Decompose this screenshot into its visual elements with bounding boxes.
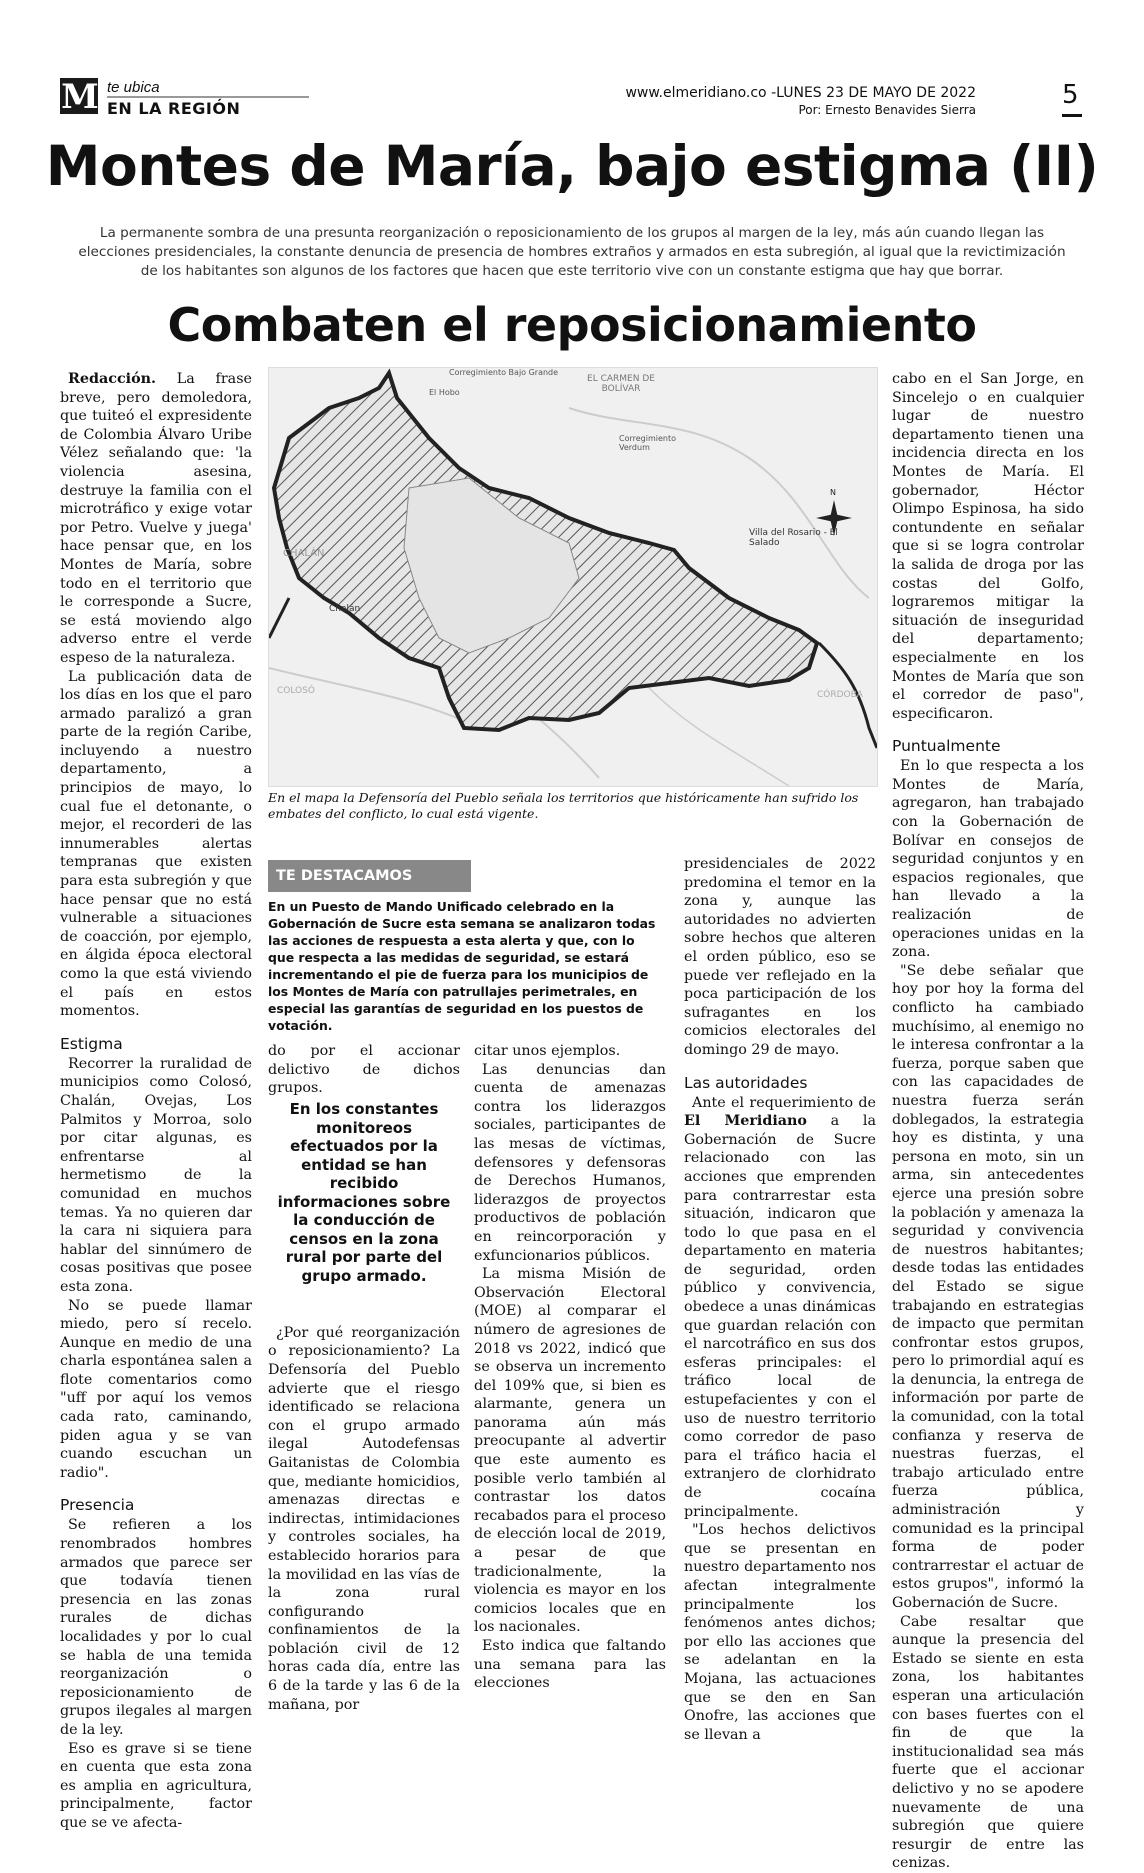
section-kicker: te ubica [107,79,160,96]
newspaper-name: El Meridiano [684,1113,807,1130]
map-caption: En el mapa la Defensoría del Pueblo señala los territorios que históricamente han sufrido los embates del conflicto, lo cual está vigente. [268,790,859,821]
page-number-rule [1062,114,1082,117]
column-3 [474,1042,666,1693]
paragraph: Las denuncias dan cuenta de amenazas contra los liderazgos sociales, participantes de las mesas de víctimas, defensores y defensoras de Derechos Humanos, liderazgos de proyectos productivos de población en reincorporación y exfuncionarios públicos. [474,1061,666,1264]
map-label: Chalán [329,604,361,614]
highlight-label: TE DESTACAMOS [268,860,471,892]
text-run: a la Gobernación de Sucre relacionado con las acciones que emprenden para contrarrestar esta situación, indicaron que todo lo que pasa en el departamento en materia de seguridad, orden público y convivencia, obedece a unas dinámicas que guardan relación con el narcotráfico en sus dos esferas principales: el tráfico local de estupefacientes y con el uso de nuestro territorio como corredor de paso para el tráfico hacia el extranjero de clorhidrato de cocaína principalmente. [684,1113,876,1520]
page-number: 5 [1062,80,1079,110]
section-heading-estigma: Estigma [60,1034,123,1053]
paragraph: citar unos ejemplos. [474,1043,621,1059]
dateline: www.elmeridiano.co -LUNES 23 DE MAYO DE 2022 [625,85,976,101]
map-label: El Hobo [429,388,460,397]
map-label: Villa del Rosario - El Salado [749,528,838,548]
header-rule [107,96,309,98]
section-heading-autoridades: Las autoridades [684,1073,808,1092]
paragraph: ¿Por qué reorganización o reposicionamiento? La Defensoría del Pueblo advierte que el riesgo identificado se relaciona con el grupo armado ilegal Autodefensas Gaitanistas de Colombia que, mediante homicidios, amenazas directas e indirectas, intimidaciones y controles sociales, ha establecido horarios para la movilidad en las vías de la zona rural configurando confinamientos de la población civil de 12 horas cada día, entre las 6 de la tarde y las 6 de la mañana, por [268,1324,460,1713]
paragraph: La frase breve, pero demoledora, que tuiteó el expresidente de Colombia Álvaro Uribe Vélez señalando que: 'la violencia asesina, destruye la familia con el microtráfico y exige votar por Petro. Vuelve y juega' hace pensar que, en los Montes de María, sobre todo en el territorio que le corresponde a Sucre, se está moviendo algo adverso entre el verde espeso de la naturaleza. [60,371,252,666]
column-5 [892,370,1084,1873]
paragraph: "Los hechos delictivos que se presentan en nuestro departamento nos afectan integralmente principalmente los fenómenos antes dichos; por ello las acciones que se adelantan en la Mojana, las actuaciones que se den en San Onofre, las acciones que se llevan a [684,1522,876,1743]
map-label: CHALÁN [283,548,325,559]
newspaper-logo: M [61,77,97,117]
byline: Por: Ernesto Benavides Sierra [798,103,976,117]
paragraph: Esto indica que faltando una semana para las elecciones [474,1638,666,1692]
paragraph: La misma Misión de Observación Electoral (MOE) al comparar el número de agresiones de 2018 vs 2022, indicó que se observa un incremento del 109% que, si bien es alarmante, genera un panorama aún más preocupante al advertir que este aumento es posible verlo también al contrastar los datos recabados para el proceso de elección local de 2019, a pesar de que tradicionalmente, la violencia es mayor en los comicios locales que en los nacionales. [474,1266,666,1636]
pullquote: En los constantes monitoreos efectuados por la entidad se han recibido informaciones sobre la conducción de censos en la zona rural por parte del grupo armado. [277,1100,451,1285]
section-heading-presencia: Presencia [60,1496,135,1515]
map-label: CÓRDOBA [817,690,863,700]
section-heading-puntualmente: Puntualmente [892,737,1001,756]
lede: La permanente sombra de una presunta reorganización o reposicionamiento de los grupos al margen de la ley, más aún cuando llegan las elecciones presidenciales, la constante denuncia de presencia de hombres extraños y armados en esta subregión, al igual que la revictimización de los habitantes son algunos de los factores que hacen que este territorio vive con un constante estigma que hay que borrar. [78,225,1066,279]
map-label: Corregimiento Verdum [619,434,677,452]
paragraph: Recorrer la ruralidad de municipios como Colosó, Chalán, Ovejas, Los Palmitos y Morroa, solo por citar algunas, es enfrentarse al hermetismo de la comunidad en muchos temas. Ya no quieren dar la cara ni siquiera para hablar del sinnúmero de cosas positivas que posee esta zona. [60,1055,252,1295]
subheadline: Combaten el reposicionamiento [167,298,977,352]
paragraph: La publicación data de los días en los que el paro armado paralizó a gran parte de la región Caribe, incluyendo a nuestro departamento, a principios de mayo, lo cual fue el detonante, o mejor, el recorderi de las innumerables alertas tempranas que existen para esta subregión y que hace pensar que no está vulnerable a situaciones de coacción, por ejemplo, en álgida época electoral como la que está viviendo el país en estos momentos. [60,668,252,1020]
conflict-map [268,367,878,787]
paragraph: En lo que respecta a los Montes de María, agregaron, han trabajado con la Gobernación de Bolívar en consejos de seguridad conjuntos y en espacios regionales, que han llevado a la realización de operaciones unidas en la zona. [892,758,1084,961]
paragraph: cabo en el San Jorge, en Sincelejo o en cualquier lugar de nuestro departamento tienen una incidencia directa en los Montes de María. El gobernador, Héctor Olimpo Espinosa, ha sido contundente en señalar que si se logra controlar la salida de droga por las costas del Golfo, lograremos mitigar la situación de inseguridad del departamento; especialmente en los Montes de María que son el corredor de paso", especificaron. [892,371,1084,722]
paragraph: do por el accionar delictivo de dichos grupos. [268,1043,460,1097]
section-name: EN LA REGIÓN [107,99,241,118]
highlight-text: En un Puesto de Mando Unificado celebrado en la Gobernación de Sucre esta semana se analizaron todas las acciones de respuesta a esta alerta y que, con lo que respecta a las medidas de seguridad, se estará incrementando el pie de fuerza para los municipios de los Montes de María con patrullajes perimetrales, en especial las garantías de seguridad en los puestos de votación. [268,899,656,1033]
headline: Montes de María, bajo estigma (II) [45,134,1099,198]
column-4 [684,855,876,1744]
paragraph: Eso es grave si se tiene en cuenta que esta zona es amplia en agricultura, principalmente, factor que se ve afecta- [60,1740,252,1831]
paragraph: "Se debe señalar que hoy por hoy la forma del conflicto ha cambiado muchísimo, al enemigo no le interesa confrontar a la fuerza, porque saben que con las capacidades de nuestra fuerza serán doblegados, la estrategia hoy es distinta, y una persona en moto, sin un arma, sin antecedentes ejerce una presión sobre la población y amenaza la seguridad y convivencia de nuestros habitantes; desde todas las entidades del Estado se sigue trabajando en estrategias de impacto que permitan confrontar estos grupos, pero lo primordial aquí es la denuncia, la entrega de información por parte de la comunidad, con la total confianza y reserva de nuestras fuerzas, el trabajo articulado entre fuerza pública, administración y comunidad es la principal forma de poder contrarrestar el actuar de estos grupos", informó la Gobernación de Sucre. [892,962,1084,1611]
text-run: Ante el requerimiento de [692,1094,876,1111]
lead-word: Redacción. [68,371,156,387]
paragraph: Cabe resaltar que aunque la presencia del Estado se siente en esta zona, los habitantes esperan una articulación con bases fuertes con el fin de que la institucionalidad sea más fuerte que el accionar delictivo y no se apodere nuevamente de una subregión que quiere resurgir de entre las cenizas. [892,1613,1084,1872]
map-label: EL CARMEN DE BOLÍVAR [587,374,655,394]
map-label: COLOSÓ [277,686,315,696]
map-label: Corregimiento Bajo Grande [449,368,559,377]
paragraph: No se puede llamar miedo, pero sí recelo. Aunque en medio de una charla espontánea salen a flote comentarios como "uff por aquí los vemos cada rato, caminando, piden agua y se van cuando escuchan un radio". [60,1297,252,1481]
paragraph: presidenciales de 2022 predomina el temor en la zona y, aunque las autoridades no advierten sobre hechos que alteren el orden público, eso se puede ver reflejado en la poca participación de los sufragantes en los comicios electorales del domingo 29 de mayo. [684,856,876,1058]
paragraph: Se refieren a los renombrados hombres armados que parece ser que todavía tienen presencia en las zonas rurales de dichas localidades y por lo cual se habla de una temida reorganización o reposicionamiento de grupos ilegales al margen de la ley. [60,1517,252,1738]
map-label: N [830,488,836,497]
column-1 [60,370,252,1833]
